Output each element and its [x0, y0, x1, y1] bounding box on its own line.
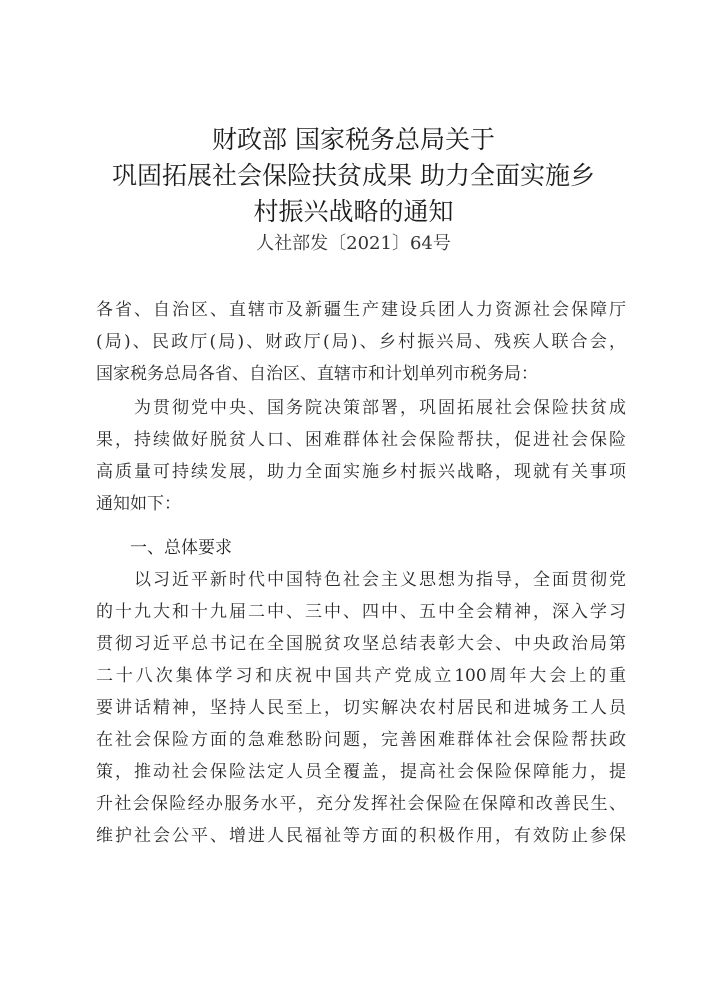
section-line: 二十八次集体学习和庆祝中国共产党成立100周年大会上的重 [96, 666, 626, 686]
document-title [0, 122, 707, 230]
section-line: 的十九大和十九届二中、三中、四中、五中全会精神，深入学习 [96, 602, 626, 622]
title-line-2: 巩固拓展社会保险扶贫成果 助力全面实施乡 [112, 161, 595, 190]
addressee-line: (局)、民政厅(局)、财政厅(局)、乡村振兴局、残疾人联合会， [96, 332, 626, 352]
intro-line: 通知如下： [96, 494, 181, 514]
intro-paragraph [96, 392, 626, 520]
addressee-paragraph [96, 294, 626, 390]
section-line: 维护社会公平、增进人民福祉等方面的积极作用，有效防止参保 [96, 826, 626, 846]
intro-line: 高质量可持续发展，助力全面实施乡村振兴战略，现就有关事项 [96, 462, 626, 482]
section-line: 在社会保险方面的急难愁盼问题，完善困难群体社会保险帮扶政 [96, 730, 626, 750]
section-line: 要讲话精神，坚持人民至上，切实解决农村居民和进城务工人员 [96, 698, 626, 718]
intro-line: 为贯彻党中央、国务院决策部署，巩固拓展社会保险扶贫成 [96, 398, 626, 418]
section-1-body [96, 564, 626, 852]
addressee-line: 各省、自治区、直辖市及新疆生产建设兵团人力资源社会保障厅 [96, 300, 626, 320]
section-line: 以习近平新时代中国特色社会主义思想为指导，全面贯彻党 [96, 570, 626, 590]
section-heading: 一、总体要求 [96, 538, 232, 558]
section-line: 升社会保险经办服务水平，充分发挥社会保险在保障和改善民生、 [96, 794, 626, 814]
section-1 [96, 532, 626, 564]
section-line: 贯彻习近平总书记在全国脱贫攻坚总结表彰大会、中央政治局第 [96, 634, 626, 654]
section-line: 策，推动社会保险法定人员全覆盖，提高社会保险保障能力，提 [96, 762, 626, 782]
document-number: 人社部发〔2021〕64号 [256, 233, 451, 254]
title-line-3: 村振兴战略的通知 [253, 197, 454, 226]
intro-line: 果，持续做好脱贫人口、困难群体社会保险帮扶，促进社会保险 [96, 430, 626, 450]
title-line-1: 财政部 国家税务总局关于 [212, 125, 495, 154]
addressee-line: 国家税务总局各省、自治区、直辖市和计划单列市税务局： [96, 364, 538, 384]
